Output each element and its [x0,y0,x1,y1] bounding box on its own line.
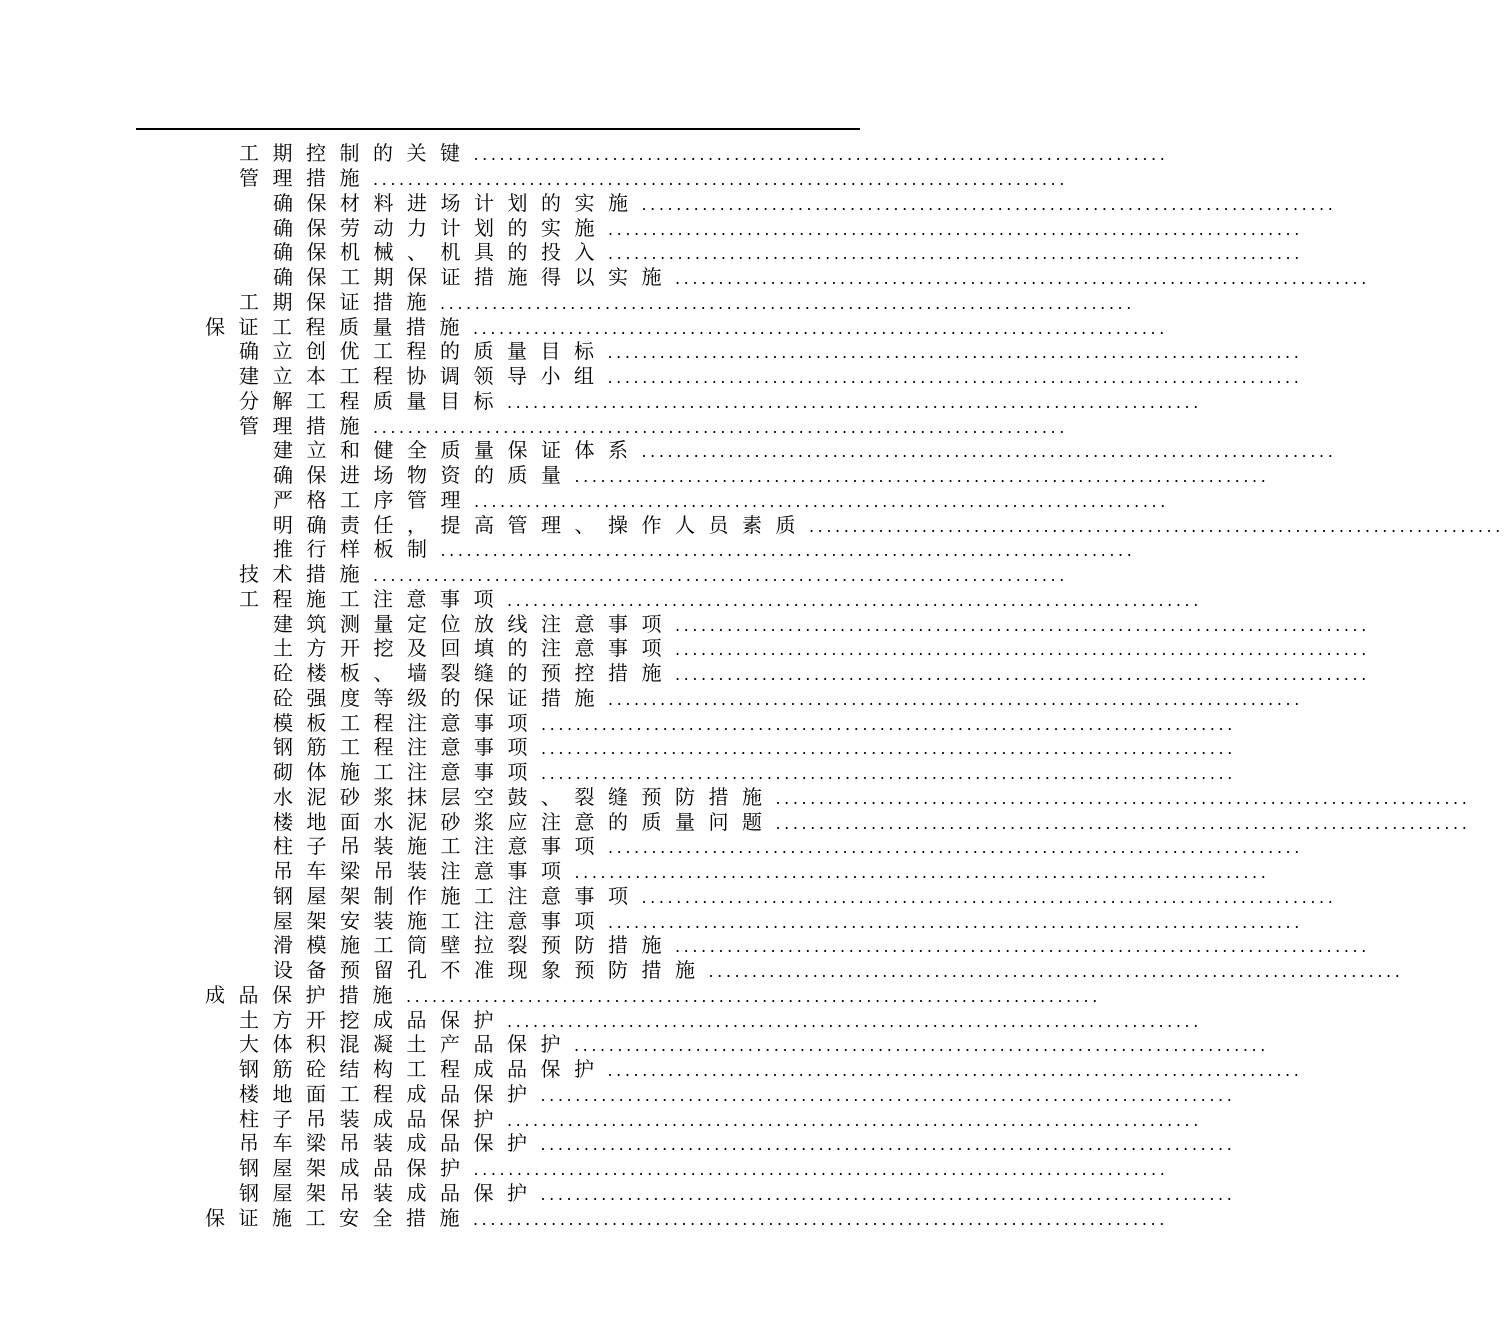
toc-entry-title: 钢屋架制作施工注意事项 [273,883,642,908]
toc-dot-leader: ................................................................................ [540,1085,1236,1105]
toc-entry-content [205,1204,1168,1232]
toc-dot-leader: ................................................................................ [507,1110,1202,1130]
toc-dot-leader: ................................................................................ [608,244,1303,264]
toc-entry[interactable] [0,265,1370,290]
toc-entry-title: 确保机械、机具的投入 [273,240,608,265]
table-of-contents [0,141,1504,1230]
toc-dot-leader: ................................................................................ [540,1135,1236,1155]
toc-entry[interactable] [0,1180,1236,1206]
toc-entry-title: 土方开挖及回填的注意事项 [273,636,675,661]
toc-entry[interactable] [0,636,1370,661]
toc-entry[interactable] [0,1057,1303,1082]
toc-entry-title: 确保进场物资的质量 [273,463,575,488]
toc-dot-leader: ................................................................................ [675,615,1370,635]
toc-entry-title: 柱子吊装成品保护 [239,1106,507,1131]
toc-entry-title: 滑模施工筒壁拉裂预防措施 [273,933,675,958]
toc-dot-leader: ................................................................................ [541,714,1236,734]
toc-entry[interactable] [0,809,1471,834]
toc-entry[interactable] [0,141,1169,166]
toc-entry[interactable] [0,859,1270,884]
toc-entry-title: 钢筋砼结构工程成品保护 [239,1057,608,1082]
toc-entry[interactable] [0,982,1101,1008]
toc-entry-title: 推行样板制 [273,537,441,562]
toc-dot-leader: ................................................................................ [440,293,1135,313]
toc-dot-leader: ................................................................................ [473,145,1169,165]
toc-entry-title: 建筑测量定位放线注意事项 [273,611,675,636]
toc-entry-title: 管理措施 [239,166,373,191]
toc-entry-title: 钢屋架吊装成品保护 [239,1180,541,1205]
toc-entry-title: 水泥砂浆抹层空鼓、裂缝预防措施 [273,784,776,809]
toc-entry-title: 砼强度等级的保证措施 [273,685,608,710]
toc-dot-leader: ................................................................................ [507,590,1202,610]
toc-entry-title: 严格工序管理 [273,487,474,512]
toc-entry-title: 工程施工注意事项 [239,586,507,611]
toc-entry-title: 确立创优工程的质量目标 [239,339,608,364]
toc-entry[interactable] [0,784,1471,810]
toc-entry[interactable] [0,958,1404,983]
toc-dot-leader: ................................................................................ [675,665,1370,685]
toc-entry[interactable] [0,1131,1236,1156]
toc-entry[interactable] [0,760,1236,785]
toc-entry[interactable] [0,289,1135,315]
toc-dot-leader: ................................................................................ [541,739,1236,759]
toc-entry-title: 钢筋工程注意事项 [273,735,541,760]
toc-dot-leader: ................................................................................ [708,962,1404,982]
toc-dot-leader: ................................................................................ [540,1184,1236,1204]
toc-dot-leader: ................................................................................ [473,1209,1168,1229]
toc-dot-leader: ................................................................................ [574,467,1270,487]
toc-entry[interactable] [0,562,1068,587]
toc-dot-leader: ................................................................................ [675,937,1370,957]
toc-entry[interactable] [0,735,1236,760]
toc-dot-leader: ................................................................................ [607,1061,1303,1081]
toc-entry-title: 楼地面水泥砂浆应注意的质量问题 [273,809,776,834]
toc-entry-title: 确保材料进场计划的实施 [273,190,642,215]
toc-dot-leader: ................................................................................ [507,1011,1202,1031]
toc-entry-title: 确保工期保证措施得以实施 [273,265,675,290]
toc-dot-leader: ................................................................................ [608,912,1303,932]
toc-entry-title: 建立和健全质量保证体系 [273,438,642,463]
toc-entry-title: 土方开挖成品保护 [239,1007,507,1032]
toc-dot-leader: ................................................................................ [608,689,1303,709]
toc-entry[interactable] [0,1156,1169,1181]
toc-entry[interactable] [0,364,1303,389]
toc-dot-leader: ................................................................................ [641,194,1337,214]
toc-dot-leader: ................................................................................ [607,368,1303,388]
toc-dot-leader: ................................................................................ [775,788,1471,808]
toc-entry[interactable] [0,314,1168,339]
toc-dot-leader: ................................................................................ [641,887,1337,907]
toc-dot-leader: ................................................................................ [406,986,1101,1006]
toc-dot-leader: ................................................................................ [373,170,1068,190]
toc-entry[interactable] [0,933,1370,958]
toc-entry[interactable] [0,1081,1236,1107]
toc-dot-leader: ................................................................................ [809,516,1504,536]
toc-entry[interactable] [0,190,1337,216]
toc-dot-leader: ................................................................................ [507,392,1202,412]
toc-entry[interactable] [0,463,1270,488]
toc-entry-title: 大体积混凝土产品保护 [239,1032,574,1057]
toc-dot-leader: ................................................................................ [440,541,1136,561]
header-rule [136,128,860,130]
toc-entry-title: 楼地面工程成品保护 [239,1081,541,1106]
toc-dot-leader: ................................................................................ [608,838,1303,858]
toc-entry-title: 保证工程质量措施 [205,314,473,339]
toc-entry-title: 管理措施 [239,413,373,438]
toc-dot-leader: ................................................................................ [473,1160,1169,1180]
toc-entry[interactable] [0,166,1068,191]
toc-dot-leader: ................................................................................ [541,764,1236,784]
toc-entry[interactable] [0,586,1202,612]
toc-entry-title: 明确责任，提高管理、操作人员素质 [273,512,809,537]
toc-entry-title: 确保劳动力计划的实施 [273,215,608,240]
toc-entry-title: 柱子吊装施工注意事项 [273,834,608,859]
toc-entry-title: 分解工程质量目标 [239,388,507,413]
toc-entry[interactable] [0,685,1303,711]
toc-entry[interactable] [0,908,1303,933]
toc-entry-title: 模板工程注意事项 [273,710,541,735]
toc-entry-title: 技术措施 [239,562,373,587]
toc-dot-leader: ................................................................................ [608,219,1303,239]
toc-entry[interactable] [0,240,1303,265]
toc-entry-title: 工期控制的关键 [239,141,474,166]
toc-dot-leader: ................................................................................ [373,417,1068,437]
toc-entry[interactable] [0,413,1068,438]
toc-dot-leader: ................................................................................ [607,343,1303,363]
toc-entry[interactable] [0,1106,1202,1131]
toc-dot-leader: ................................................................................ [641,442,1337,462]
toc-entry[interactable] [0,487,1169,513]
toc-entry[interactable] [0,512,1504,537]
toc-dot-leader: ................................................................................ [474,491,1169,511]
toc-entry[interactable] [0,438,1337,463]
toc-dot-leader: ................................................................................ [473,318,1168,338]
toc-entry-title: 砌体施工注意事项 [273,760,541,785]
toc-dot-leader: ................................................................................ [373,566,1068,586]
toc-dot-leader: ................................................................................ [675,269,1370,289]
toc-entry-title: 成品保护措施 [205,982,406,1007]
toc-entry[interactable] [0,710,1236,735]
toc-entry[interactable] [0,215,1303,240]
toc-entry-title: 砼楼板、墙裂缝的预控措施 [273,661,675,686]
toc-entry[interactable] [0,388,1202,414]
toc-entry[interactable] [0,883,1337,909]
toc-entry[interactable] [0,834,1303,859]
toc-entry[interactable] [0,611,1370,636]
toc-dot-leader: ................................................................................ [675,640,1370,660]
toc-entry-title: 设备预留孔不准现象预防措施 [273,958,709,983]
toc-entry[interactable] [0,661,1370,686]
toc-entry-title: 钢屋架成品保护 [239,1156,474,1181]
toc-entry-title: 工期保证措施 [239,289,440,314]
toc-dot-leader: ................................................................................ [574,863,1270,883]
toc-entry-title: 建立本工程协调领导小组 [239,364,608,389]
toc-entry-title: 保证施工安全措施 [205,1205,473,1230]
toc-entry-title: 吊车梁吊装注意事项 [273,859,575,884]
toc-entry[interactable] [0,1007,1202,1032]
toc-entry[interactable] [0,1032,1269,1057]
toc-entry[interactable] [0,537,1136,562]
toc-dot-leader: ................................................................................ [574,1036,1269,1056]
toc-entry-title: 吊车梁吊装成品保护 [239,1131,541,1156]
toc-entry[interactable] [0,339,1303,364]
toc-entry-title: 屋架安装施工注意事项 [273,908,608,933]
toc-entry[interactable] [0,1205,1168,1230]
toc-dot-leader: ................................................................................ [775,813,1471,833]
